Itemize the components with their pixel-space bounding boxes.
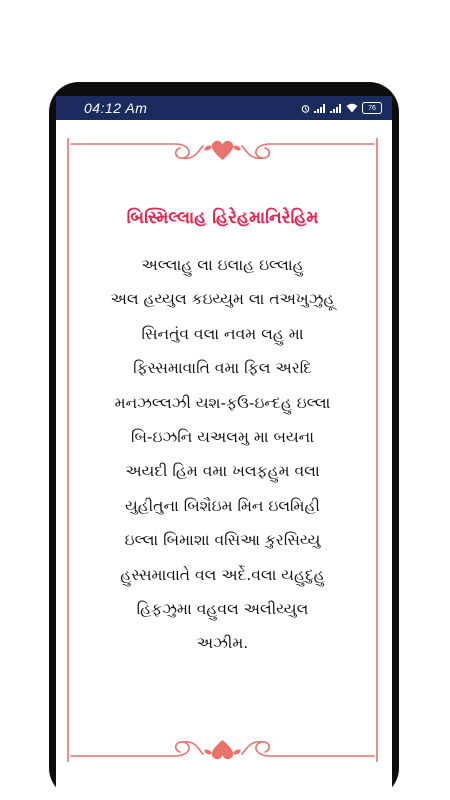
- verse-line: સિનતુંવ વલા નવમ લહુ મા: [141, 324, 304, 343]
- signal-icon: [330, 104, 342, 113]
- wifi-icon: [346, 103, 358, 113]
- verse-line: મનઝલ્લઝી યશ-ફઉ-ઇન્દહુ ઇલ્લા: [114, 393, 331, 412]
- status-bar: [56, 96, 392, 120]
- verse-line: અયદી હિમ વમા ખલફહુમ વલા: [125, 462, 320, 481]
- status-icons: [301, 102, 382, 114]
- verse-lines: [65, 248, 380, 661]
- battery-level: 76: [368, 104, 376, 112]
- verse-line: ઇલ્લા બિમાશા વસિઆ કુરસિય્યુ: [124, 531, 321, 550]
- status-time: 04:12 Am: [84, 100, 148, 116]
- verse-line: હિફઝુમા વહુવલ અલીય્યુલ: [136, 599, 309, 618]
- battery-icon: [362, 102, 382, 114]
- verse-line: બિ-ઇઝનિ યઅલમુ મા બયના: [130, 427, 315, 446]
- content-area: [56, 120, 392, 800]
- alarm-icon: [301, 104, 310, 113]
- signal-icon: [314, 104, 326, 113]
- verse-line: અઝીમ.: [196, 634, 249, 653]
- verse-line: અલ હય્યુલ કઇય્યુમ લા તઅખુઝુહૂ: [110, 290, 335, 309]
- page-title: બિસ્મિલ્લાહ હિરેહમાનિરેહિમ: [126, 208, 319, 228]
- verse-line: યુહીતુના બિશૈઇમ મિન ઇલમિહી: [125, 496, 320, 515]
- verse-line: ફિસ્સમાવાતિ વમા ફિલ અરદિ: [133, 359, 312, 378]
- verse-line: હુસ્સમાવાતે વલ અર્દે.વલા યહુદુહુ: [120, 565, 325, 584]
- verse-line: અલ્લાહુ લા ઇલાહ ઇલ્લાહુ: [141, 256, 304, 274]
- verse-card: [65, 138, 380, 762]
- phone-screen: [56, 96, 392, 800]
